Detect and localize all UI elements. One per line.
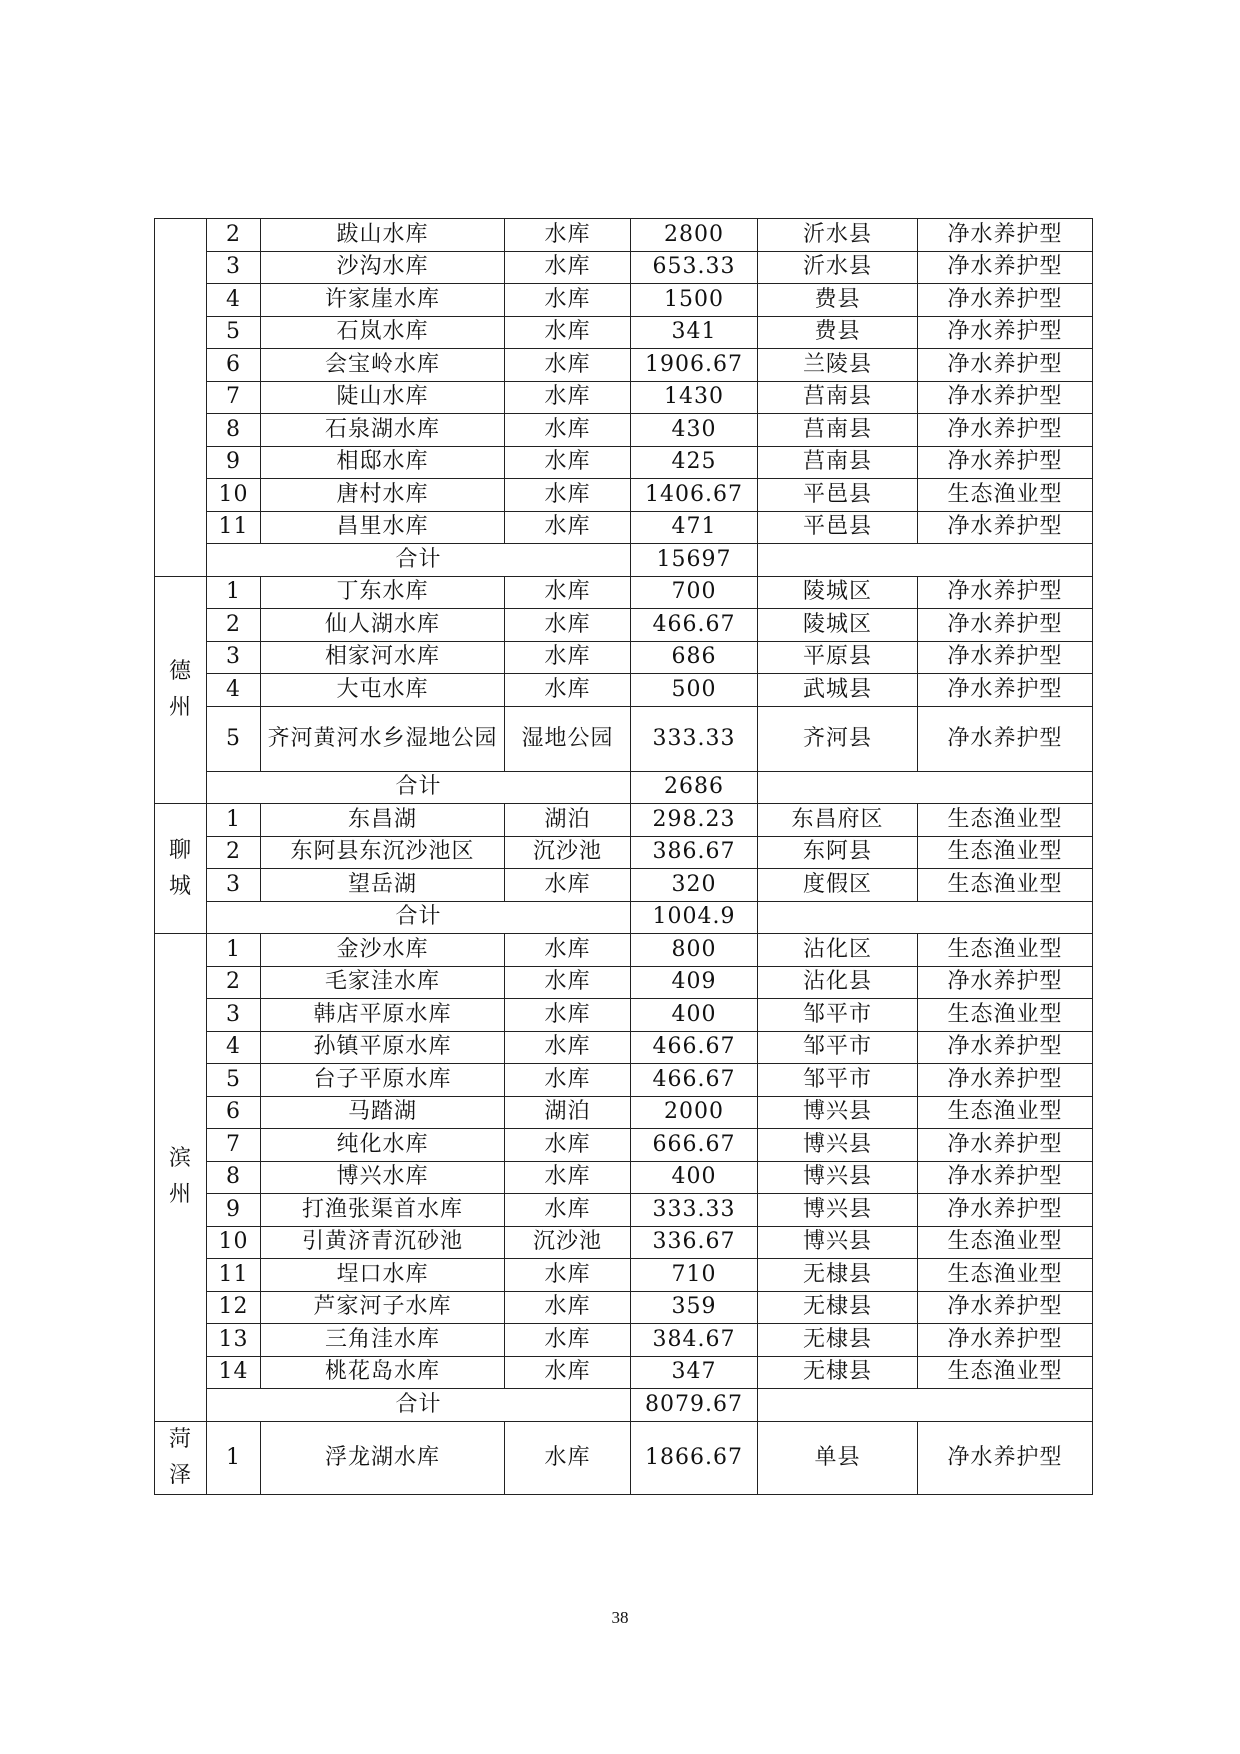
mode-cell: 生态渔业型 (918, 1259, 1093, 1292)
water-type-cell: 水库 (505, 1161, 631, 1194)
mode-cell: 净水养护型 (918, 284, 1093, 317)
row-number-cell: 10 (207, 479, 261, 512)
area-cell: 430 (631, 414, 758, 447)
row-number-cell: 3 (207, 251, 261, 284)
area-cell: 1406.67 (631, 479, 758, 512)
area-cell: 466.67 (631, 609, 758, 642)
table-row (155, 1161, 1093, 1194)
area-cell: 700 (631, 576, 758, 609)
county-cell: 沂水县 (758, 219, 918, 252)
row-number-cell: 5 (207, 1064, 261, 1097)
area-cell: 298.23 (631, 804, 758, 837)
area-cell: 336.67 (631, 1226, 758, 1259)
water-body-name-cell: 丁东水库 (261, 576, 505, 609)
water-body-name-cell: 芦家河子水库 (261, 1291, 505, 1324)
city-name: 菏泽 (168, 1426, 192, 1488)
city-cell (155, 1421, 207, 1494)
row-number-cell: 2 (207, 836, 261, 869)
water-type-cell: 沉沙池 (505, 1226, 631, 1259)
total-row (155, 544, 1093, 577)
row-number-cell: 11 (207, 1259, 261, 1292)
total-row (155, 771, 1093, 804)
water-body-name-cell: 相邸水库 (261, 446, 505, 479)
total-area-cell: 2686 (631, 771, 758, 804)
table-row (155, 446, 1093, 479)
county-cell: 无棣县 (758, 1259, 918, 1292)
mode-cell: 净水养护型 (918, 1064, 1093, 1097)
water-type-cell: 水库 (505, 1356, 631, 1389)
water-type-cell: 水库 (505, 1259, 631, 1292)
county-cell: 莒南县 (758, 446, 918, 479)
mode-cell: 净水养护型 (918, 251, 1093, 284)
area-cell: 500 (631, 674, 758, 707)
total-area-cell: 15697 (631, 544, 758, 577)
county-cell: 邹平市 (758, 1031, 918, 1064)
water-type-cell: 水库 (505, 1194, 631, 1227)
table-row (155, 1226, 1093, 1259)
water-body-name-cell: 东昌湖 (261, 804, 505, 837)
table-row (155, 934, 1093, 967)
table-row (155, 1259, 1093, 1292)
area-cell: 466.67 (631, 1031, 758, 1064)
area-cell: 400 (631, 999, 758, 1032)
area-cell: 400 (631, 1161, 758, 1194)
water-body-name-cell: 毛家洼水库 (261, 966, 505, 999)
area-cell: 666.67 (631, 1129, 758, 1162)
water-body-name-cell: 博兴水库 (261, 1161, 505, 1194)
area-cell: 2800 (631, 219, 758, 252)
area-cell: 710 (631, 1259, 758, 1292)
mode-cell: 净水养护型 (918, 1291, 1093, 1324)
table-row (155, 804, 1093, 837)
area-cell: 686 (631, 641, 758, 674)
water-type-cell: 水库 (505, 1129, 631, 1162)
county-cell: 齐河县 (758, 706, 918, 771)
total-empty-cell (758, 901, 1093, 934)
row-number-cell: 13 (207, 1324, 261, 1357)
water-type-cell: 水库 (505, 446, 631, 479)
water-body-name-cell: 桃花岛水库 (261, 1356, 505, 1389)
water-body-name-cell: 陡山水库 (261, 381, 505, 414)
water-type-cell: 水库 (505, 511, 631, 544)
water-body-name-cell: 唐村水库 (261, 479, 505, 512)
water-body-name-cell: 会宝岭水库 (261, 349, 505, 382)
county-cell: 武城县 (758, 674, 918, 707)
water-type-cell: 水库 (505, 1064, 631, 1097)
water-type-cell: 水库 (505, 1324, 631, 1357)
area-cell: 1906.67 (631, 349, 758, 382)
county-cell: 无棣县 (758, 1324, 918, 1357)
table-row (155, 1324, 1093, 1357)
total-label-cell: 合计 (207, 901, 631, 934)
water-body-name-cell: 三角洼水库 (261, 1324, 505, 1357)
county-cell: 博兴县 (758, 1194, 918, 1227)
area-cell: 471 (631, 511, 758, 544)
row-number-cell: 6 (207, 1096, 261, 1129)
county-cell: 沂水县 (758, 251, 918, 284)
water-body-name-cell: 金沙水库 (261, 934, 505, 967)
mode-cell: 净水养护型 (918, 349, 1093, 382)
mode-cell: 净水养护型 (918, 1324, 1093, 1357)
county-cell: 陵城区 (758, 609, 918, 642)
row-number-cell: 14 (207, 1356, 261, 1389)
row-number-cell: 1 (207, 804, 261, 837)
table-row (155, 511, 1093, 544)
city-name: 滨州 (168, 1146, 192, 1208)
county-cell: 博兴县 (758, 1096, 918, 1129)
total-label-cell: 合计 (207, 1389, 631, 1422)
table-row (155, 1194, 1093, 1227)
county-cell: 费县 (758, 316, 918, 349)
water-type-cell: 水库 (505, 609, 631, 642)
water-body-name-cell: 打渔张渠首水库 (261, 1194, 505, 1227)
water-body-name-cell: 引黄济青沉砂池 (261, 1226, 505, 1259)
table-row (155, 316, 1093, 349)
area-cell: 1430 (631, 381, 758, 414)
total-area-cell: 8079.67 (631, 1389, 758, 1422)
area-cell: 409 (631, 966, 758, 999)
county-cell: 博兴县 (758, 1161, 918, 1194)
area-cell: 333.33 (631, 706, 758, 771)
row-number-cell: 2 (207, 609, 261, 642)
area-cell: 800 (631, 934, 758, 967)
water-type-cell: 水库 (505, 479, 631, 512)
mode-cell: 净水养护型 (918, 511, 1093, 544)
table-row (155, 1064, 1093, 1097)
water-type-cell: 水库 (505, 934, 631, 967)
area-cell: 425 (631, 446, 758, 479)
water-body-name-cell: 马踏湖 (261, 1096, 505, 1129)
water-body-name-cell: 齐河黄河水乡湿地公园 (261, 706, 505, 771)
water-type-cell: 水库 (505, 1291, 631, 1324)
area-cell: 386.67 (631, 836, 758, 869)
table-row (155, 1291, 1093, 1324)
table-row (155, 966, 1093, 999)
row-number-cell: 1 (207, 576, 261, 609)
water-body-name-cell: 台子平原水库 (261, 1064, 505, 1097)
county-cell: 费县 (758, 284, 918, 317)
water-body-name-cell: 纯化水库 (261, 1129, 505, 1162)
table-row (155, 674, 1093, 707)
row-number-cell: 3 (207, 999, 261, 1032)
water-type-cell: 水库 (505, 869, 631, 902)
water-body-name-cell: 跋山水库 (261, 219, 505, 252)
water-type-cell: 水库 (505, 381, 631, 414)
water-body-name-cell: 石岚水库 (261, 316, 505, 349)
row-number-cell: 9 (207, 446, 261, 479)
area-cell: 2000 (631, 1096, 758, 1129)
water-body-name-cell: 大屯水库 (261, 674, 505, 707)
row-number-cell: 8 (207, 414, 261, 447)
county-cell: 沾化区 (758, 934, 918, 967)
row-number-cell: 7 (207, 1129, 261, 1162)
table-row (155, 706, 1093, 771)
row-number-cell: 1 (207, 934, 261, 967)
county-cell: 兰陵县 (758, 349, 918, 382)
row-number-cell: 3 (207, 869, 261, 902)
row-number-cell: 10 (207, 1226, 261, 1259)
row-number-cell: 9 (207, 1194, 261, 1227)
row-number-cell: 5 (207, 706, 261, 771)
area-cell: 1500 (631, 284, 758, 317)
water-type-cell: 湖泊 (505, 1096, 631, 1129)
water-type-cell: 水库 (505, 674, 631, 707)
water-type-cell: 水库 (505, 316, 631, 349)
table-row (155, 576, 1093, 609)
table-row (155, 349, 1093, 382)
water-body-name-cell: 埕口水库 (261, 1259, 505, 1292)
row-number-cell: 6 (207, 349, 261, 382)
water-body-name-cell: 石泉湖水库 (261, 414, 505, 447)
table-row (155, 641, 1093, 674)
area-cell: 359 (631, 1291, 758, 1324)
table-row (155, 414, 1093, 447)
area-cell: 466.67 (631, 1064, 758, 1097)
water-type-cell: 水库 (505, 966, 631, 999)
county-cell: 平邑县 (758, 511, 918, 544)
county-cell: 邹平市 (758, 1064, 918, 1097)
water-type-cell: 水库 (505, 284, 631, 317)
water-type-cell: 湿地公园 (505, 706, 631, 771)
area-cell: 333.33 (631, 1194, 758, 1227)
mode-cell: 生态渔业型 (918, 836, 1093, 869)
water-type-cell: 水库 (505, 1031, 631, 1064)
page-number: 38 (611, 1608, 629, 1627)
row-number-cell: 8 (207, 1161, 261, 1194)
county-cell: 陵城区 (758, 576, 918, 609)
county-cell: 博兴县 (758, 1129, 918, 1162)
row-number-cell: 4 (207, 1031, 261, 1064)
table-row (155, 219, 1093, 252)
total-label-cell: 合计 (207, 771, 631, 804)
total-row (155, 901, 1093, 934)
mode-cell: 净水养护型 (918, 706, 1093, 771)
water-body-name-cell: 许家崖水库 (261, 284, 505, 317)
total-empty-cell (758, 544, 1093, 577)
row-number-cell: 1 (207, 1421, 261, 1494)
row-number-cell: 7 (207, 381, 261, 414)
mode-cell: 净水养护型 (918, 641, 1093, 674)
reservoir-table (154, 218, 1093, 1495)
row-number-cell: 3 (207, 641, 261, 674)
mode-cell: 净水养护型 (918, 1194, 1093, 1227)
county-cell: 度假区 (758, 869, 918, 902)
row-number-cell: 5 (207, 316, 261, 349)
total-empty-cell (758, 1389, 1093, 1422)
county-cell: 莒南县 (758, 381, 918, 414)
table-row (155, 999, 1093, 1032)
mode-cell: 净水养护型 (918, 219, 1093, 252)
row-number-cell: 2 (207, 219, 261, 252)
water-type-cell: 水库 (505, 414, 631, 447)
row-number-cell: 4 (207, 284, 261, 317)
mode-cell: 生态渔业型 (918, 1226, 1093, 1259)
row-number-cell: 4 (207, 674, 261, 707)
water-type-cell: 水库 (505, 1421, 631, 1494)
county-cell: 平邑县 (758, 479, 918, 512)
mode-cell: 净水养护型 (918, 1031, 1093, 1064)
mode-cell: 净水养护型 (918, 609, 1093, 642)
table-row (155, 1031, 1093, 1064)
table-row (155, 836, 1093, 869)
water-body-name-cell: 沙沟水库 (261, 251, 505, 284)
area-cell: 1866.67 (631, 1421, 758, 1494)
table-row (155, 1421, 1093, 1494)
county-cell: 东昌府区 (758, 804, 918, 837)
water-type-cell: 水库 (505, 999, 631, 1032)
total-row (155, 1389, 1093, 1422)
mode-cell: 净水养护型 (918, 381, 1093, 414)
table-row (155, 479, 1093, 512)
mode-cell: 净水养护型 (918, 966, 1093, 999)
total-empty-cell (758, 771, 1093, 804)
mode-cell: 生态渔业型 (918, 869, 1093, 902)
row-number-cell: 12 (207, 1291, 261, 1324)
row-number-cell: 11 (207, 511, 261, 544)
mode-cell: 净水养护型 (918, 674, 1093, 707)
area-cell: 384.67 (631, 1324, 758, 1357)
table-row (155, 1356, 1093, 1389)
county-cell: 莒南县 (758, 414, 918, 447)
row-number-cell: 2 (207, 966, 261, 999)
area-cell: 341 (631, 316, 758, 349)
water-type-cell: 水库 (505, 576, 631, 609)
table-row (155, 609, 1093, 642)
mode-cell: 净水养护型 (918, 1421, 1093, 1494)
county-cell: 东阿县 (758, 836, 918, 869)
water-body-name-cell: 望岳湖 (261, 869, 505, 902)
mode-cell: 净水养护型 (918, 576, 1093, 609)
table-row (155, 869, 1093, 902)
water-type-cell: 水库 (505, 641, 631, 674)
total-label-cell: 合计 (207, 544, 631, 577)
mode-cell: 生态渔业型 (918, 999, 1093, 1032)
water-body-name-cell: 相家河水库 (261, 641, 505, 674)
table-row (155, 1129, 1093, 1162)
mode-cell: 净水养护型 (918, 1129, 1093, 1162)
water-body-name-cell: 浮龙湖水库 (261, 1421, 505, 1494)
city-name: 德州 (168, 658, 192, 720)
county-cell: 单县 (758, 1421, 918, 1494)
county-cell: 邹平市 (758, 999, 918, 1032)
city-cell (155, 804, 207, 934)
mode-cell: 净水养护型 (918, 1161, 1093, 1194)
mode-cell: 生态渔业型 (918, 1096, 1093, 1129)
table-row (155, 381, 1093, 414)
water-body-name-cell: 昌里水库 (261, 511, 505, 544)
mode-cell: 净水养护型 (918, 414, 1093, 447)
water-type-cell: 水库 (505, 219, 631, 252)
city-cell (155, 934, 207, 1422)
water-type-cell: 沉沙池 (505, 836, 631, 869)
city-cell (155, 219, 207, 577)
county-cell: 博兴县 (758, 1226, 918, 1259)
mode-cell: 生态渔业型 (918, 1356, 1093, 1389)
mode-cell: 生态渔业型 (918, 804, 1093, 837)
area-cell: 347 (631, 1356, 758, 1389)
mode-cell: 生态渔业型 (918, 479, 1093, 512)
city-name: 聊城 (168, 837, 192, 899)
city-cell (155, 576, 207, 804)
mode-cell: 净水养护型 (918, 446, 1093, 479)
table-row (155, 284, 1093, 317)
county-cell: 沾化县 (758, 966, 918, 999)
table-row (155, 1096, 1093, 1129)
mode-cell: 生态渔业型 (918, 934, 1093, 967)
water-type-cell: 水库 (505, 349, 631, 382)
county-cell: 平原县 (758, 641, 918, 674)
area-cell: 653.33 (631, 251, 758, 284)
water-body-name-cell: 孙镇平原水库 (261, 1031, 505, 1064)
table-row (155, 251, 1093, 284)
water-type-cell: 湖泊 (505, 804, 631, 837)
water-type-cell: 水库 (505, 251, 631, 284)
total-area-cell: 1004.9 (631, 901, 758, 934)
area-cell: 320 (631, 869, 758, 902)
county-cell: 无棣县 (758, 1356, 918, 1389)
water-body-name-cell: 东阿县东沉沙池区 (261, 836, 505, 869)
county-cell: 无棣县 (758, 1291, 918, 1324)
mode-cell: 净水养护型 (918, 316, 1093, 349)
water-body-name-cell: 韩店平原水库 (261, 999, 505, 1032)
table-body (155, 219, 1093, 1495)
water-body-name-cell: 仙人湖水库 (261, 609, 505, 642)
